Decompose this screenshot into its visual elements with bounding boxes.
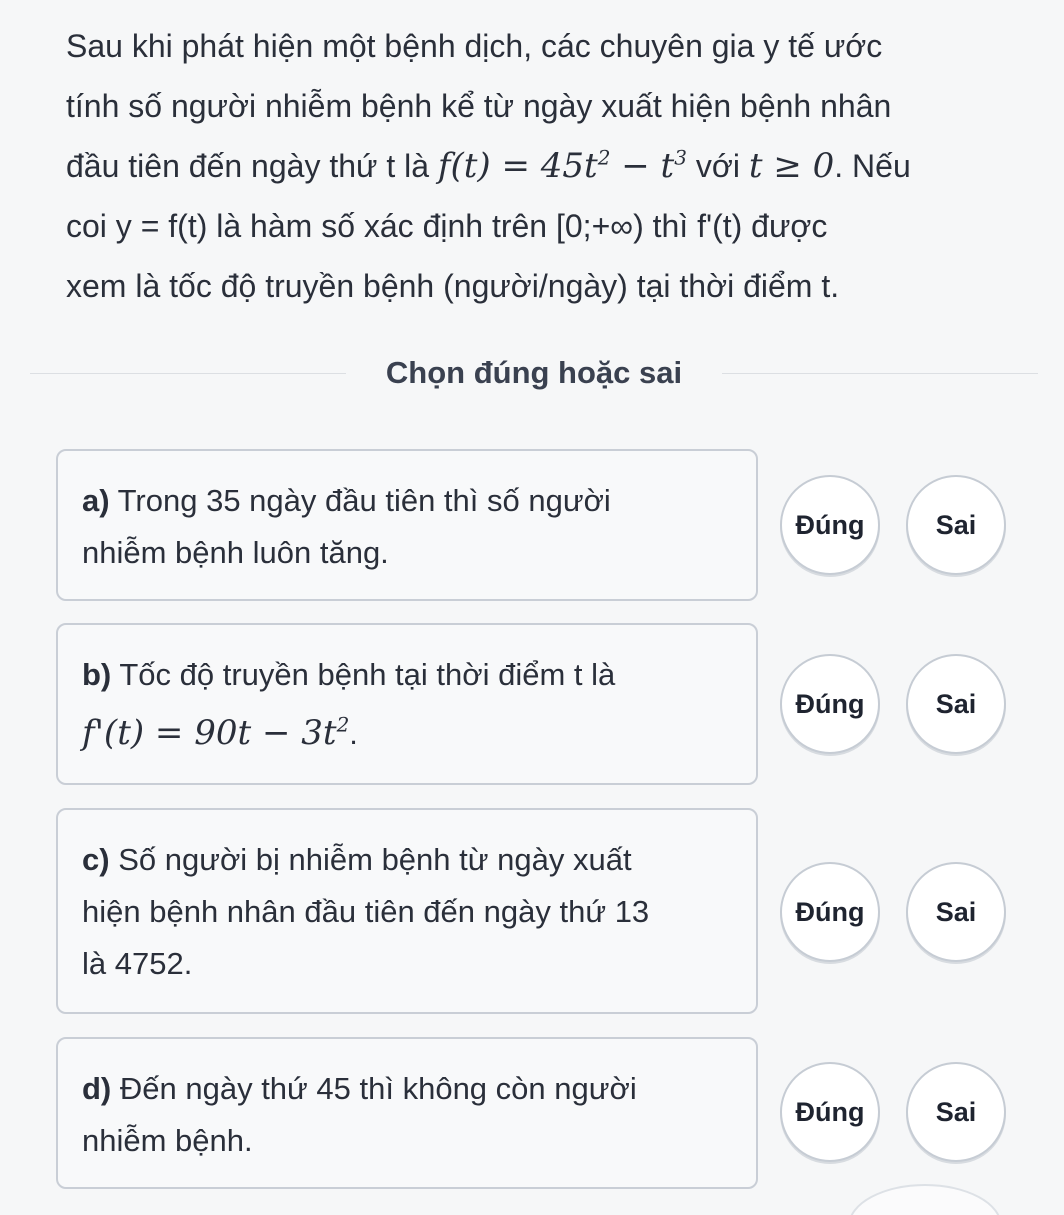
formula-part-1: f(t) = 45t (437, 146, 598, 186)
section-heading: Chọn đúng hoặc sai (385, 355, 683, 390)
derivative-formula (82, 713, 349, 753)
question-b-line-2 (82, 707, 732, 760)
domain-interval: [0;+∞) (555, 208, 644, 244)
question-c-line-1 (82, 834, 732, 886)
question-b-label: b) (82, 657, 112, 692)
question-d-text-1: Đến ngày thứ 45 thì không còn người (111, 1071, 637, 1106)
question-c-label: c) (82, 842, 110, 877)
formula-exponent-2: 3 (674, 145, 687, 170)
derivative-formula-body: f'(t) = 90t − 3t (82, 713, 337, 753)
question-card-b (56, 623, 758, 785)
problem-line-3-suffix: . Nếu (834, 148, 911, 184)
divider-line-left (30, 373, 346, 374)
problem-line-3-prefix: đầu tiên đến ngày thứ t là (66, 148, 430, 184)
function-formula (438, 146, 687, 186)
option-false-d[interactable]: Sai (906, 1062, 1006, 1162)
question-d-label: d) (82, 1071, 112, 1106)
divider-line-right (722, 373, 1038, 374)
problem-line-3 (66, 136, 1026, 196)
derivative-formula-exponent: 2 (336, 712, 350, 737)
formula-part-2: − t (610, 146, 675, 186)
question-card-d (56, 1037, 758, 1189)
problem-line-4-prefix: coi y = f(t) là hàm số xác định trên (66, 208, 556, 244)
option-false-a[interactable]: Sai (906, 475, 1006, 575)
question-a-line-1 (82, 475, 732, 527)
question-a-line-2: nhiễm bệnh luôn tăng. (82, 535, 389, 570)
question-card-c (56, 808, 758, 1014)
question-c-line-3: là 4752. (82, 946, 193, 981)
option-true-d[interactable]: Đúng (780, 1062, 880, 1162)
problem-line-4 (66, 196, 1026, 256)
problem-line-5: xem là tốc độ truyền bệnh (người/ngày) tại thời điểm t. (66, 268, 840, 304)
question-c-text-1: Số người bị nhiễm bệnh từ ngày xuất (109, 842, 632, 877)
derivative-formula-end: . (349, 716, 358, 751)
option-true-a[interactable]: Đúng (780, 475, 880, 575)
option-false-c[interactable]: Sai (906, 862, 1006, 962)
problem-with-word: với (686, 148, 749, 184)
next-control-partial[interactable] (848, 1184, 1002, 1215)
question-d-line-1 (82, 1063, 732, 1115)
question-c-line-2: hiện bệnh nhân đầu tiên đến ngày thứ 13 (82, 894, 650, 929)
condition-formula: t ≥ 0 (748, 146, 835, 186)
formula-exponent-1: 2 (597, 145, 611, 170)
problem-statement (66, 16, 1026, 316)
question-b-text-1: Tốc độ truyền bệnh tại thời điểm t là (111, 657, 616, 692)
problem-line-1: Sau khi phát hiện một bệnh dịch, các chuyên gia y tế ước (66, 28, 883, 64)
question-a-text-1: Trong 35 ngày đầu tiên thì số người (109, 483, 611, 518)
question-card-a (56, 449, 758, 601)
option-true-c[interactable]: Đúng (780, 862, 880, 962)
option-true-b[interactable]: Đúng (780, 654, 880, 754)
question-b-line-1 (82, 649, 732, 701)
problem-line-2: tính số người nhiễm bệnh kể từ ngày xuất hiện bệnh nhân (66, 88, 892, 124)
question-a-label: a) (82, 483, 110, 518)
problem-line-4-suffix: thì f'(t) được (643, 208, 828, 244)
option-false-b[interactable]: Sai (906, 654, 1006, 754)
section-divider (30, 345, 1038, 401)
question-d-line-2: nhiễm bệnh. (82, 1123, 253, 1158)
